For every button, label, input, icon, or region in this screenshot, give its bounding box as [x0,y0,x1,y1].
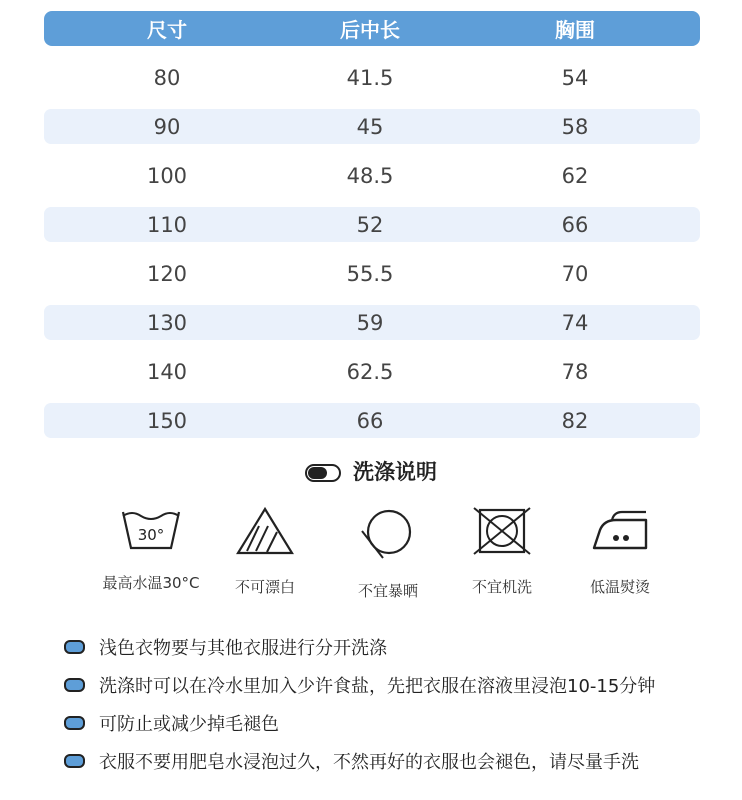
wash-30-icon [119,506,183,552]
care-label: 不宜机洗 [471,578,532,596]
cell-back-length: 52 [356,212,384,237]
care-label: 不可漂白 [234,578,295,596]
washing-title-text: 洗涤说明 [353,460,437,484]
washing-notes [64,628,655,780]
list-item [64,704,655,742]
list-item [64,666,655,704]
header-back-length: 后中长 [340,18,400,42]
care-label: 不宜暴晒 [357,582,418,600]
care-item-sun [338,506,438,606]
table-row [44,256,700,291]
washing-section-title [0,456,742,486]
care-item-machine [452,506,552,606]
cell-size: 120 [146,261,188,286]
size-table [44,11,700,438]
cell-chest: 54 [561,65,589,90]
bullet-icon [64,678,85,692]
care-label: 最高水温30°C [102,574,200,592]
cell-chest: 74 [561,310,589,335]
low-iron-icon [590,506,650,556]
care-item-wash [96,506,206,606]
table-row [44,207,700,242]
cell-back-length: 59 [356,310,384,335]
cell-size: 140 [146,359,188,384]
care-item-iron [570,506,670,606]
cell-chest: 70 [561,261,589,286]
cell-back-length: 55.5 [346,261,394,286]
list-item [64,742,655,780]
cell-back-length: 45 [356,114,384,139]
cell-size: 90 [153,114,181,139]
bullet-icon [64,716,85,730]
care-label: 低温熨烫 [589,578,650,596]
wash-temp-text: 30° [137,526,165,544]
table-row [44,403,700,438]
cell-chest: 58 [561,114,589,139]
cell-chest: 82 [561,408,589,433]
table-header [44,11,700,46]
cell-size: 150 [146,408,188,433]
header-size: 尺寸 [147,18,187,42]
note-text: 衣服不要用肥皂水浸泡过久，不然再好的衣服也会褪色，请尽量手洗 [99,752,639,773]
note-text: 洗涤时可以在冷水里加入少许食盐，先把衣服在溶液里浸泡10-15分钟 [99,676,656,697]
bullet-icon [64,640,85,654]
cell-back-length: 48.5 [346,163,394,188]
toggle-icon [305,464,341,482]
table-row [44,109,700,144]
cell-size: 110 [146,212,188,237]
cell-size: 100 [146,163,188,188]
no-bleach-icon [235,506,295,556]
list-item [64,628,655,666]
table-row [44,305,700,340]
note-text: 浅色衣物要与其他衣服进行分开洗涤 [99,638,387,659]
table-row [44,60,700,95]
cell-back-length: 41.5 [346,65,394,90]
table-row [44,354,700,389]
bullet-icon [64,754,85,768]
no-sun-dry-icon [359,506,417,560]
cell-size: 130 [146,310,188,335]
cell-chest: 78 [561,359,589,384]
care-item-bleach [215,506,315,606]
note-text: 可防止或减少掉毛褪色 [99,714,279,735]
table-row [44,158,700,193]
cell-back-length: 66 [356,408,384,433]
cell-size: 80 [153,65,181,90]
header-chest: 胸围 [555,18,595,42]
cell-back-length: 62.5 [346,359,394,384]
no-machine-wash-icon [472,506,532,556]
cell-chest: 62 [561,163,589,188]
cell-chest: 66 [561,212,589,237]
